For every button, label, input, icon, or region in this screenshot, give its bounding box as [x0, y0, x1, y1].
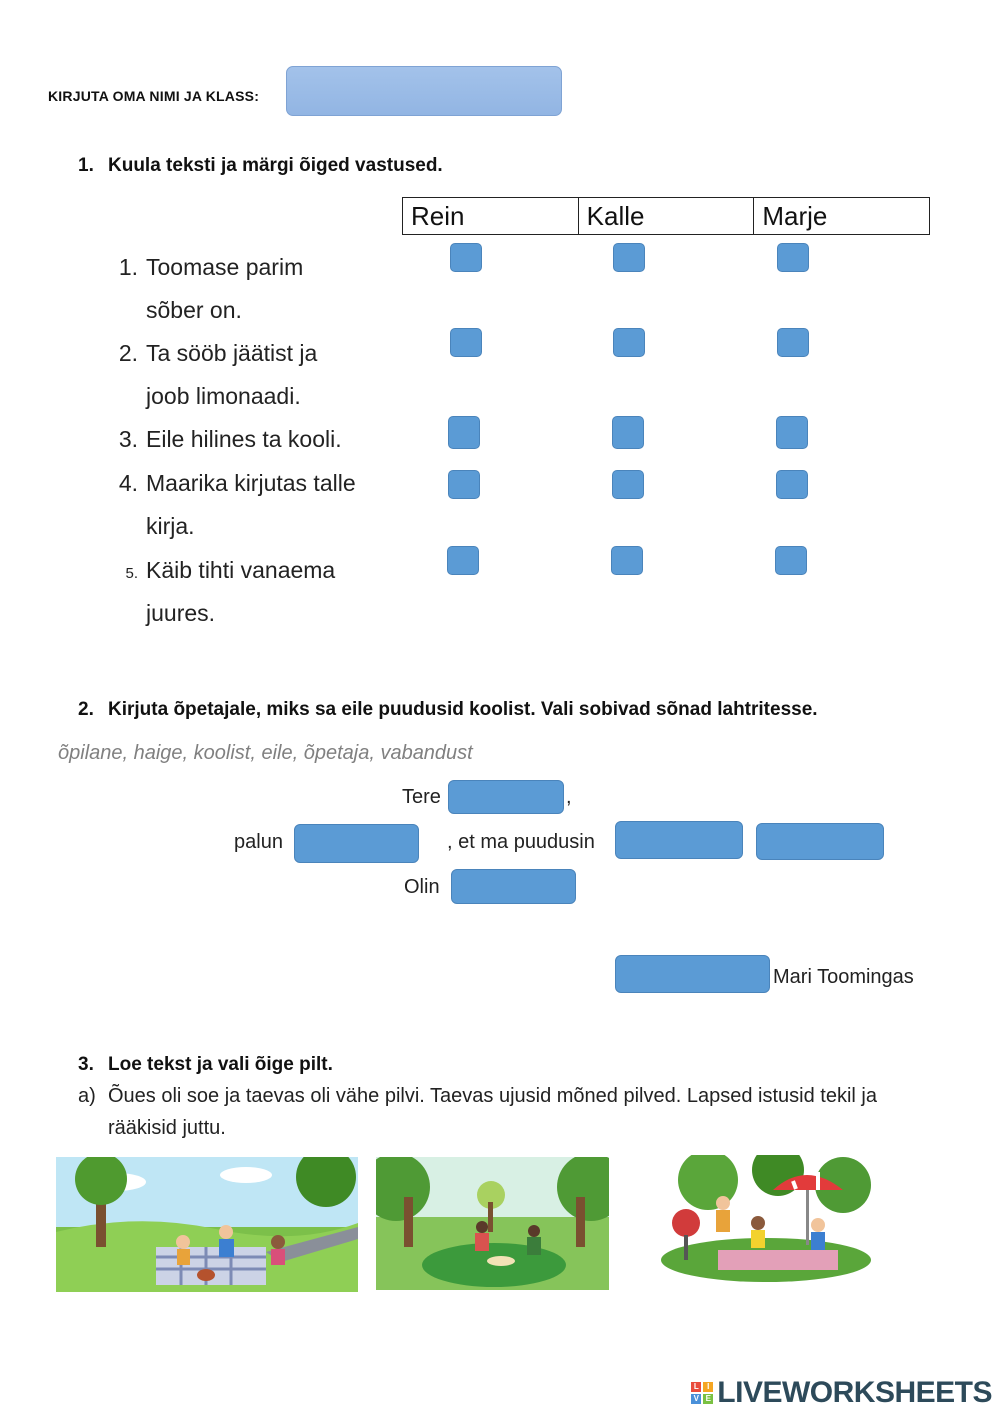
checkbox-item1-rein[interactable]: [450, 243, 482, 272]
q1-item-4-line1: Maarika kirjutas talle: [146, 470, 356, 496]
blank-reason[interactable]: [451, 869, 576, 904]
q1-item-1-number: 1.: [118, 254, 138, 280]
name-class-label: KIRJUTA OMA NIMI JA KLASS:: [48, 88, 260, 104]
blank-signature-role[interactable]: [615, 955, 770, 993]
column-header-rein: Rein: [403, 198, 579, 234]
blank-when[interactable]: [615, 821, 743, 859]
blank-greeting[interactable]: [448, 780, 564, 814]
checkbox-item3-marje[interactable]: [776, 416, 808, 449]
liveworksheets-logo-icon: [691, 1382, 713, 1404]
q1-item-2-line2: joob limonaadi.: [146, 383, 301, 409]
q1-item-3-number: 3.: [118, 426, 138, 452]
picture-option-2[interactable]: [376, 1157, 609, 1290]
q3-number: 3.: [78, 1054, 94, 1075]
checkbox-item3-rein[interactable]: [448, 416, 480, 449]
q3-title: Loe tekst ja vali õige pilt.: [108, 1054, 333, 1075]
checkbox-item2-marje[interactable]: [777, 328, 809, 357]
letter-tere: Tere: [402, 786, 441, 808]
q1-title: Kuula teksti ja märgi õiged vastused.: [108, 155, 443, 176]
q1-item-3-line1: Eile hilines ta kooli.: [146, 426, 342, 452]
q2-number: 2.: [78, 699, 94, 720]
checkbox-item5-kalle[interactable]: [611, 546, 643, 575]
picture-option-1[interactable]: [56, 1157, 358, 1292]
q1-number: 1.: [78, 155, 94, 176]
liveworksheets-logo: [691, 1376, 992, 1410]
checkbox-item5-marje[interactable]: [775, 546, 807, 575]
letter-signature-name: Mari Toomingas: [773, 966, 914, 988]
q1-item-2-number: 2.: [118, 340, 138, 366]
q3-text-line1: [78, 1080, 877, 1112]
picture-option-3[interactable]: [658, 1155, 874, 1287]
checkbox-item4-kalle[interactable]: [612, 470, 644, 499]
checkbox-item4-marje[interactable]: [776, 470, 808, 499]
checkbox-item1-marje[interactable]: [777, 243, 809, 272]
checkbox-item5-rein[interactable]: [447, 546, 479, 575]
q2-heading: [78, 699, 818, 721]
q1-item-4-line2: kirja.: [146, 513, 195, 539]
checkbox-item2-kalle[interactable]: [613, 328, 645, 357]
picnic-meadow-illustration: [56, 1157, 358, 1292]
logo-letter-v: V: [691, 1394, 701, 1404]
column-header-marje: Marje: [762, 201, 828, 231]
q2-title: Kirjuta õpetajale, miks sa eile puudusid koolist. Vali sobivad sõnad lahtritesse.: [108, 699, 818, 720]
q1-item-4-number: 4.: [118, 470, 138, 496]
q1-item-2: [108, 332, 317, 375]
logo-letter-i: I: [703, 1382, 713, 1392]
liveworksheets-logo-text: LIVEWORKSHEETS: [717, 1376, 992, 1409]
q1-item-4: [108, 462, 356, 505]
q1-item-5-line2: juures.: [146, 600, 216, 626]
checkbox-item2-rein[interactable]: [450, 328, 482, 357]
checkbox-item1-kalle[interactable]: [613, 243, 645, 272]
checkbox-item4-rein[interactable]: [448, 470, 480, 499]
q3-sub-label: a): [78, 1085, 96, 1107]
q1-item-1-line2: sõber on.: [146, 297, 242, 323]
logo-letter-l: L: [691, 1382, 701, 1392]
word-bank: õpilane, haige, koolist, eile, õpetaja, vabandust: [58, 742, 473, 764]
letter-et-ma-puudusin: , et ma puudusin: [447, 831, 595, 853]
q1-column-header-table: [402, 197, 930, 235]
q3-text: Õues oli soe ja taevas oli vähe pilvi. Taevas ujusid mõned pilved. Lapsed istusid tekil ja: [108, 1085, 877, 1107]
letter-palun: palun: [234, 831, 283, 853]
q1-item-3: [108, 418, 342, 461]
letter-olin: Olin: [404, 876, 440, 898]
q1-item-5-number: 5.: [125, 565, 138, 582]
q1-item-2-line1: Ta sööb jäätist ja: [146, 340, 318, 366]
q1-item-1: [108, 246, 303, 289]
forest-picnic-illustration: [376, 1157, 609, 1290]
q1-item-1-line1: Toomase parim: [146, 254, 304, 280]
blank-from-where[interactable]: [756, 823, 884, 860]
column-header-kalle: Kalle: [579, 198, 755, 234]
name-class-input[interactable]: [286, 66, 562, 116]
q1-item-5: [108, 549, 335, 595]
q1-item-5-line1: Käib tihti vanaema: [146, 557, 336, 583]
blank-apology[interactable]: [294, 824, 419, 863]
logo-letter-e: E: [703, 1394, 713, 1404]
bbq-picnic-illustration: [658, 1155, 874, 1287]
q3-heading: [78, 1054, 333, 1076]
checkbox-item3-kalle[interactable]: [612, 416, 644, 449]
letter-comma: ,: [566, 786, 572, 808]
q1-heading: [78, 155, 443, 177]
q3-text-line2: rääkisid juttu.: [108, 1117, 226, 1139]
